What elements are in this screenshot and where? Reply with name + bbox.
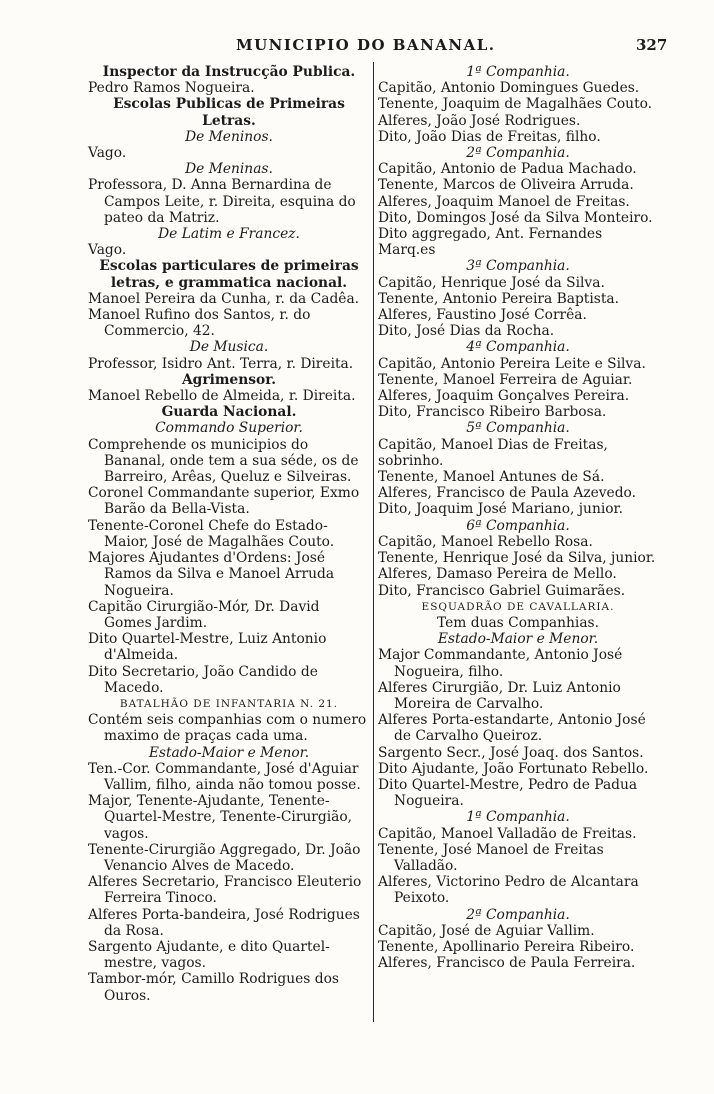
right-column-line: Tenente, Henrique José da Silva, junior.	[378, 550, 656, 567]
left-column-line: Coronel Commandante superior, Exmo Barão da Bella-Vista.	[88, 485, 360, 518]
right-column-line: Dito, João Dias de Freitas, filho.	[378, 128, 601, 145]
right-column-line: 1ª Companhia.	[466, 64, 570, 80]
right-column-line: Dito Quartel-Mestre, Pedro de Padua Nogueira.	[378, 776, 638, 810]
left-column-line: Inspector da Instrucção Publica.	[102, 64, 356, 80]
left-column-line: Alferes Porta-bandeira, José Rodrigues da Rosa.	[88, 906, 360, 939]
left-column-line: Vago.	[88, 145, 127, 162]
right-column-line: Alferes, Francisco de Paula Ferreira.	[378, 955, 636, 972]
right-column-line: Tenente, Marcos de Oliveira Arruda.	[378, 177, 634, 194]
right-column-line: Dito, Domingos José da Silva Monteiro.	[378, 209, 653, 226]
right-column-line: Dito, Francisco Ribeiro Barbosa.	[378, 404, 607, 421]
right-column-line: Alferes, Joaquim Gonçalves Pereira.	[378, 388, 630, 405]
left-column-line: Escolas particulares de primeiras letras, e grammatica nacional.	[99, 258, 359, 291]
left-column-line: Manoel Pereira da Cunha, r. da Cadêa.	[88, 290, 360, 307]
right-column-line: Capitão, Antonio de Padua Machado.	[378, 161, 637, 178]
left-column-line: Major, Tenente-Ajudante, Tenente-Quartel-Mestre, Tenente-Cirurgião, vagos.	[88, 793, 353, 842]
right-column-line: Alferes, Victorino Pedro de Alcantara Peixoto.	[378, 874, 639, 907]
right-column-line: Alferes Porta-estandarte, Antonio José de Carvalho Queiroz.	[378, 712, 646, 745]
left-column-line: De Latim e Francez.	[158, 226, 300, 243]
right-column-line: Alferes, Damaso Pereira de Mello.	[378, 566, 617, 583]
left-column-line: Dito Quartel-Mestre, Luiz Antonio d'Almeida.	[88, 631, 327, 664]
right-column-line: Dito Ajudante, João Fortunato Rebello.	[378, 760, 649, 777]
right-column-line: 5ª Companhia.	[466, 420, 570, 437]
left-column-line: Comprehende os municipios do Bananal, onde tem a sua séde, os de Barreiro, Arêas, Queluz e Silveiras.	[88, 436, 359, 486]
left-column	[88, 64, 370, 1004]
right-column-line: Dito aggregado, Ant. Fernandes Marq.es	[378, 226, 603, 259]
right-column-line: Tenente, José Manoel de Freitas Valladão.	[378, 841, 604, 874]
right-column-line: Capitão, José de Aguiar Vallim.	[378, 922, 595, 939]
left-column-line: De Meninas.	[185, 161, 273, 178]
right-column-line: Capitão, Henrique José da Silva.	[378, 274, 605, 291]
left-column-line: Tambor-mór, Camillo Rodrigues dos Ouros.	[88, 971, 339, 1004]
right-column-line: Capitão, Manoel Rebello Rosa.	[378, 533, 593, 550]
right-column-line: Capitão, Antonio Pereira Leite e Silva.	[378, 355, 646, 372]
left-column-line: Contém seis companhias com o numero maximo de praças cada uma.	[88, 712, 367, 745]
page-title: MUNICIPIO DO BANANAL.	[236, 36, 496, 54]
left-column-line: Tenente-Coronel Chefe do Estado-Maior, José de Magalhães Couto.	[88, 517, 335, 550]
right-column-line: Tenente, Joaquim de Magalhães Couto.	[378, 96, 653, 113]
right-column-line: Capitão, Antonio Domingues Guedes.	[378, 80, 640, 97]
right-column-line: Alferes, Joaquim Manoel de Freitas.	[378, 193, 630, 210]
right-column-line: Dito, José Dias da Rocha.	[378, 323, 555, 340]
right-column-line: 1ª Companhia.	[466, 809, 570, 826]
right-column-line: Dito, Francisco Gabriel Guimarães.	[378, 582, 626, 599]
page-number: 327	[636, 36, 668, 54]
left-column-line: BATALHÃO DE INFANTARIA N. 21.	[119, 697, 339, 710]
right-column-line: 2ª Companhia.	[466, 906, 570, 923]
left-column-line: Majores Ajudantes d'Ordens: José Ramos da Silva e Manoel Arruda Nogueira.	[88, 550, 335, 599]
right-column-line: Tem duas Companhias.	[436, 614, 600, 631]
left-column-line: Capitão Cirurgião-Mór, Dr. David Gomes Jardim.	[88, 598, 320, 631]
right-column-line: Alferes Cirurgião, Dr. Luiz Antonio Moreira de Carvalho.	[378, 679, 621, 712]
right-column-line: Alferes, João José Rodrigues.	[378, 112, 581, 129]
left-column-line: Vago.	[88, 242, 127, 259]
right-column-line: Tenente, Apollinario Pereira Ribeiro.	[378, 938, 635, 955]
page-header	[0, 36, 714, 58]
right-column-line: Capitão, Manoel Dias de Freitas, sobrinho.	[378, 436, 608, 469]
left-column-line: Manoel Rufino dos Santos, r. do Commercio, 42.	[88, 307, 311, 340]
right-column-line: Capitão, Manoel Valladão de Freitas.	[378, 825, 637, 842]
right-column	[378, 64, 658, 971]
right-column-line: 4ª Companhia.	[466, 339, 570, 356]
left-column-line: Dito Secretario, João Candido de Macedo.	[88, 663, 318, 696]
left-column-line: Guarda Nacional.	[161, 404, 297, 421]
right-column-line: Tenente, Manoel Ferreira de Aguiar.	[378, 371, 633, 388]
left-column-line: Escolas Publicas de Primeiras Letras.	[113, 96, 345, 129]
left-column-line: Agrimensor.	[181, 371, 277, 388]
right-column-line: Alferes, Francisco de Paula Azevedo.	[378, 485, 636, 502]
right-column-line: Alferes, Faustino José Corrêa.	[378, 307, 587, 324]
left-column-line: De Meninos.	[185, 128, 273, 145]
left-column-line: Tenente-Cirurgião Aggregado, Dr. João Venancio Alves de Macedo.	[88, 841, 361, 874]
left-column-line: De Musica.	[189, 339, 269, 356]
right-column-line: Dito, Joaquim José Mariano, junior.	[378, 501, 624, 518]
right-column-line: 2ª Companhia.	[466, 145, 570, 162]
left-column-line: Professora, D. Anna Bernardina de Campos Leite, r. Direita, esquina do pateo da Matriz.	[88, 177, 356, 226]
left-column-line: Manoel Rebello de Almeida, r. Direita.	[88, 388, 356, 405]
right-column-line: 6ª Companhia.	[466, 517, 570, 534]
right-column-line: Tenente, Manoel Antunes de Sá.	[378, 469, 605, 486]
left-column-line: Professor, Isidro Ant. Terra, r. Direita.	[88, 355, 354, 372]
right-column-line: Sargento Secr., José Joaq. dos Santos.	[378, 744, 644, 761]
left-column-line: Pedro Ramos Nogueira.	[88, 80, 255, 97]
right-column-line: ESQUADRÃO DE CAVALLARIA.	[421, 600, 615, 613]
left-column-line: Estado-Maior e Menor.	[148, 744, 310, 761]
right-column-line: Major Commandante, Antonio José Nogueira, filho.	[378, 647, 623, 680]
column-divider	[373, 62, 374, 1022]
right-column-line: 3ª Companhia.	[466, 258, 570, 275]
left-column-line: Commando Superior.	[155, 420, 303, 437]
left-column-line: Ten.-Cor. Commandante, José d'Aguiar Vallim, filho, ainda não tomou posse.	[88, 760, 361, 793]
left-column-line: Alferes Secretario, Francisco Eleuterio Ferreira Tinoco.	[88, 874, 362, 907]
right-column-line: Tenente, Antonio Pereira Baptista.	[378, 290, 620, 307]
right-column-line: Estado-Maior e Menor.	[437, 631, 599, 648]
left-column-line: Sargento Ajudante, e dito Quartel-mestre, vagos.	[88, 938, 330, 972]
